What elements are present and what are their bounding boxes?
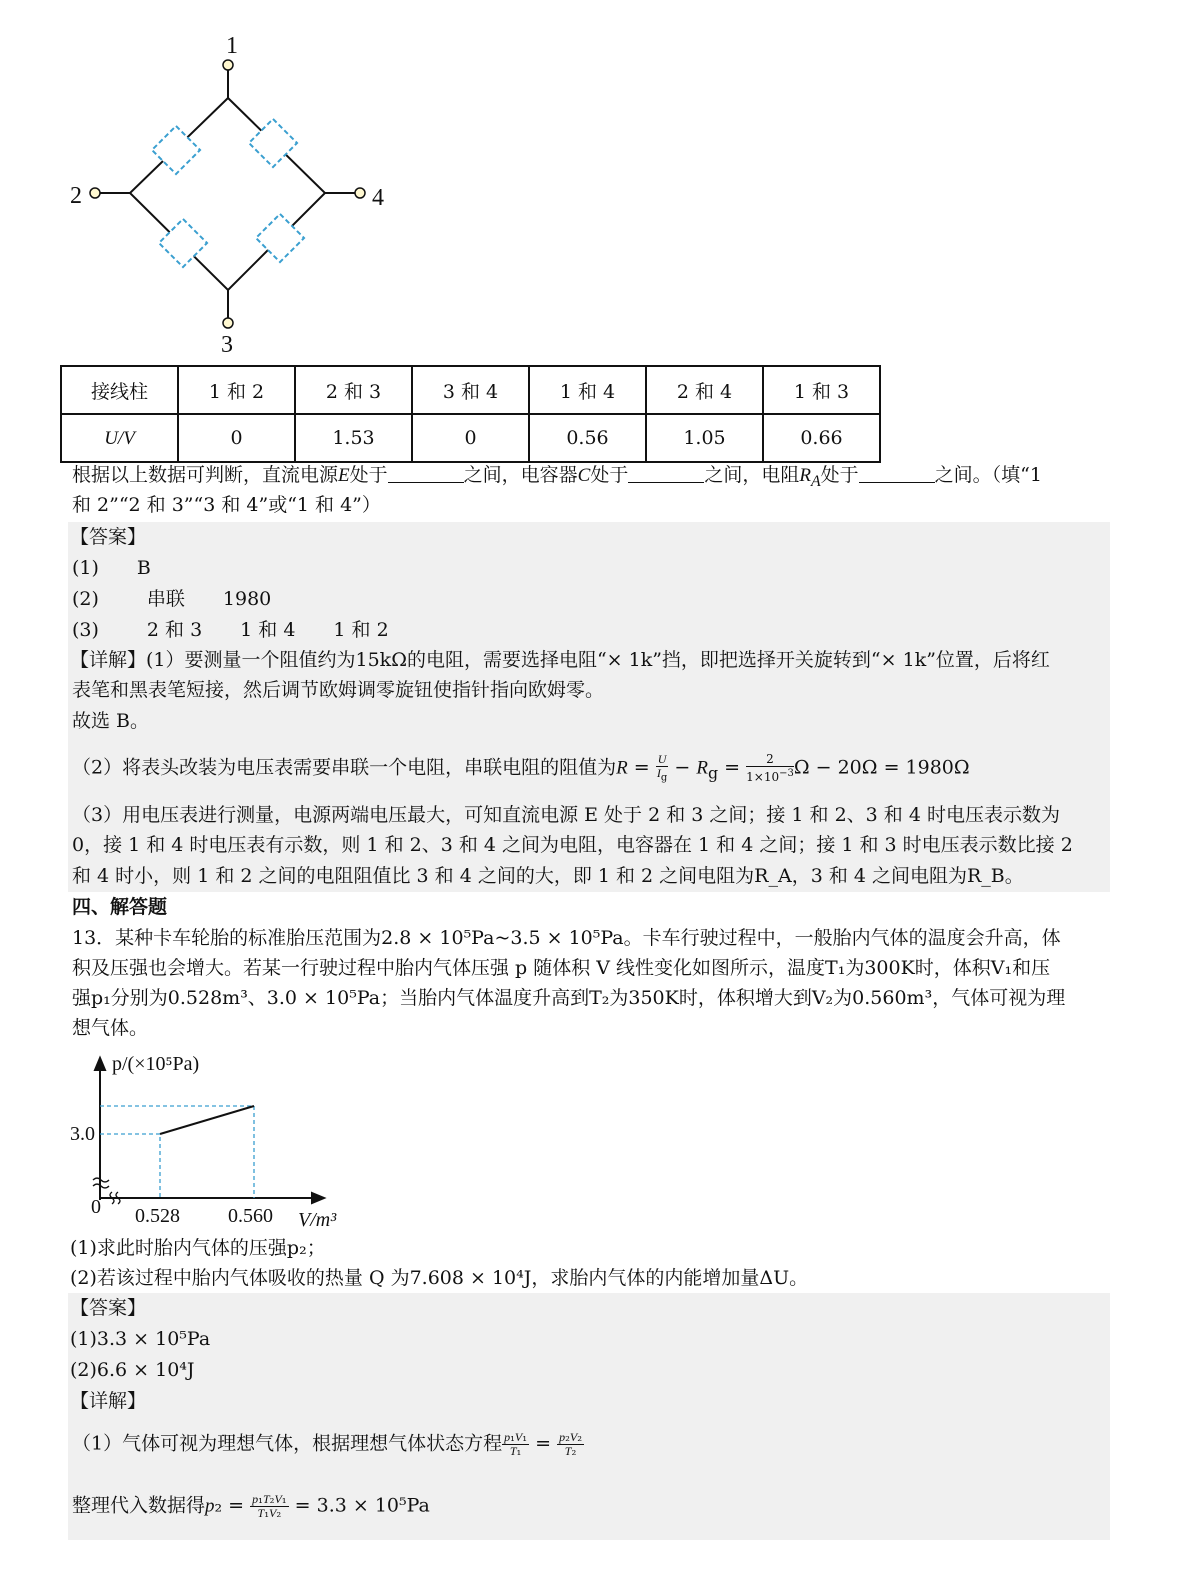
answer-1: (1)3.3 × 10⁵Pa — [70, 1328, 211, 1350]
answer-heading: 【答案】 — [70, 526, 147, 548]
label-1: 1 — [226, 33, 238, 59]
q13-text: 想气体。 — [72, 1017, 149, 1039]
table-cell: 0.66 — [763, 414, 880, 462]
detail-text: 和 4 时小，则 1 和 2 之间的电阻阻值比 3 和 4 之间的大，即 1 和 2 之间电阻为R_A，3 和 4 之间电阻为R_B。 — [72, 865, 1024, 887]
x-tick-label: 0.528 — [135, 1205, 180, 1227]
detail-text: 故选 B。 — [72, 710, 150, 732]
table-row — [61, 414, 880, 462]
detail-text: 表笔和黑表笔短接，然后调节欧姆调零旋钮使指针指向欧姆零。 — [72, 679, 605, 701]
series-line — [160, 1106, 254, 1134]
table-cell: 0 — [412, 414, 529, 462]
guide-line — [100, 1134, 160, 1198]
answer-1: (1) B — [72, 557, 151, 579]
table-cell: U/V — [61, 414, 178, 462]
q12-text-2: 和 2”“2 和 3”“3 和 4”或“1 和 4”） — [72, 494, 381, 516]
y-tick-label: 3.0 — [70, 1123, 95, 1145]
table-cell: 2 和 4 — [646, 366, 763, 414]
table-cell: 0 — [178, 414, 295, 462]
detail-text: （1）气体可视为理想气体，根据理想气体状态方程 $\frac{\text{p₁V₁}}{\text{T₁}}$ = $\frac{\text{p₂V₂}}{\text{T₂}}$ — [72, 1430, 583, 1458]
bridge-circuit-diagram — [0, 0, 420, 360]
detail-text: 【详解】(1）要测量一个阻值约为15kΩ的电阻，需要选择电阻“× 1k”挡，即把选择开关旋转到“× 1k”位置，后将红 — [70, 649, 1050, 671]
answer-blank[interactable] — [628, 464, 704, 483]
section-heading: 四、解答题 — [72, 896, 168, 918]
answer-blank[interactable] — [388, 464, 464, 483]
terminal-2 — [90, 188, 100, 198]
p-v-chart — [60, 1040, 360, 1230]
table-cell: 1.05 — [646, 414, 763, 462]
q13-subquestion: (2)若该过程中胎内气体吸收的热量 Q 为7.608 × 10⁴J，求胎内气体的内能增加量ΔU。 — [70, 1267, 809, 1289]
table-cell: 3 和 4 — [412, 366, 529, 414]
x-tick-label: 0.560 — [228, 1205, 273, 1227]
table-cell: 0.56 — [529, 414, 646, 462]
table-cell: 1.53 — [295, 414, 412, 462]
x-arrow — [312, 1193, 324, 1203]
table-row — [61, 366, 880, 414]
label-4: 4 — [372, 185, 384, 211]
detail-heading: 【详解】 — [70, 1390, 147, 1412]
table-cell: 1 和 4 — [529, 366, 646, 414]
detail-text: 整理代入数据得p₂ = $\frac{\text{p₁T₂V₁}}{\text{T₁V₂}}$ = 3.3 × 10⁵Pa — [72, 1492, 430, 1520]
unknown-box — [159, 219, 207, 267]
y-axis-label: p/(×10⁵Pa) — [112, 1053, 200, 1075]
answer-2: (2) 串联 1980 — [72, 588, 272, 610]
table-cell: 1 和 2 — [178, 366, 295, 414]
answer-3: (3) 2 和 3 1 和 4 1 和 2 — [72, 619, 389, 641]
detail-text: （3）用电压表进行测量，电源两端电压最大，可知直流电源 E 处于 2 和 3 之间；接 1 和 2、3 和 4 时电压表示数为 — [72, 804, 1060, 826]
voltage-table — [60, 365, 881, 463]
detail-text: 0，接 1 和 4 时电压表有示数，则 1 和 2、3 和 4 之间为电阻，电容器在 1 和 4 之间；接 1 和 3 时电压表示数比接 2 — [72, 834, 1073, 856]
answer-blank[interactable] — [859, 464, 935, 483]
x-axis-label: V/m³ — [298, 1209, 337, 1230]
table-cell: 2 和 3 — [295, 366, 412, 414]
q13-text: 积及压强也会增大。若某一行驶过程中胎内气体压强 p 随体积 V 线性变化如图所示，温度T₁为300K时，体积V₁和压 — [72, 957, 1051, 979]
table-cell: 1 和 3 — [763, 366, 880, 414]
q12-text: 根据以上数据可判断，直流电源E处于 之间，电容器C处于 之间，电阻$R_A$处于 之间。（填“1 — [72, 464, 1042, 490]
q13-subquestion: (1)求此时胎内气体的压强p₂； — [70, 1237, 326, 1259]
guide-line — [100, 1106, 254, 1198]
terminal-1 — [223, 60, 233, 70]
label-2: 2 — [70, 183, 82, 209]
q13-text: 13．某种卡车轮胎的标准胎压范围为2.8 × 10⁵Pa~3.5 × 10⁵Pa。卡车行驶过程中，一般胎内气体的温度会升高，体 — [72, 927, 1061, 949]
label-3: 3 — [221, 332, 233, 358]
y-arrow — [95, 1058, 105, 1070]
detail-text: （2）将表头改装为电压表需要串联一个电阻，串联电阻的阻值为R = $\frac{U}{I_g}$ − $R_g$ = $\frac{2}{1\times 10^{-3}}$ Ω − 20Ω = 1980Ω — [72, 752, 970, 785]
terminal-3 — [223, 318, 233, 328]
q13-text: 强p₁分别为0.528m³、3.0 × 10⁵Pa；当胎内气体温度升高到T₂为350K时，体积增大到V₂为0.560m³，气体可视为理 — [72, 987, 1066, 1009]
origin-label: 0 — [91, 1196, 101, 1218]
answer-2: (2)6.6 × 10⁴J — [70, 1359, 195, 1381]
terminal-4 — [355, 188, 365, 198]
answer-heading: 【答案】 — [70, 1297, 147, 1319]
table-cell: 接线柱 — [61, 366, 178, 414]
